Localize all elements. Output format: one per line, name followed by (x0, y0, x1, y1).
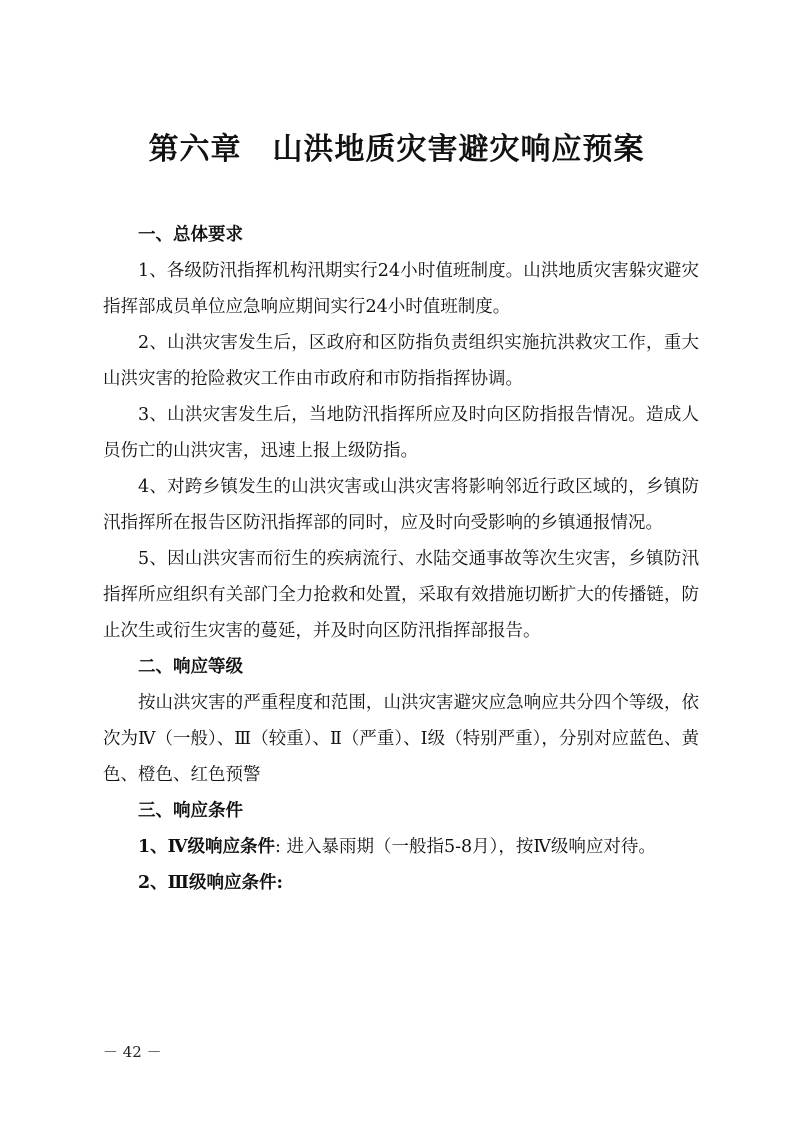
paragraph: 5、因山洪灾害而衍生的疾病流行、水陆交通事故等次生灾害，乡镇防汛指挥所应组织有关部门全力抢救和处置，采取有效措施切断扩大的传播链，防止次生或衍生灾害的蔓延，并及时向区防汛指挥部报告。 (103, 549, 699, 641)
response-condition-item: 2、Ⅲ级响应条件: (138, 873, 283, 893)
paragraph: 2、山洪灾害发生后，区政府和区防指负责组织实施抗洪救灾工作，重大山洪灾害的抢险救灾工作由市政府和市防指指挥协调。 (103, 333, 699, 389)
section-heading-response-levels: 二、响应等级 (138, 657, 243, 677)
paragraph: 1、各级防汛指挥机构汛期实行24小时值班制度。山洪地质灾害躲灾避灾指挥部成员单位应急响应期间实行24小时值班制度。 (103, 261, 699, 317)
page-number: － 42 － (103, 1043, 162, 1061)
paragraph: 4、对跨乡镇发生的山洪灾害或山洪灾害将影响邻近行政区域的，乡镇防汛指挥所在报告区防汛指挥部的同时，应及时向受影响的乡镇通报情况。 (103, 477, 699, 533)
item-label: 1、Ⅳ级响应条件 (138, 837, 276, 857)
response-condition-item (103, 829, 699, 865)
chapter-title: 第六章 山洪地质灾害避灾响应预案 (148, 132, 645, 167)
item-text: : 进入暴雨期（一般指5-8月），按Ⅳ级响应对待。 (275, 837, 656, 857)
section-heading-general-requirements: 一、总体要求 (138, 225, 243, 245)
paragraph: 按山洪灾害的严重程度和范围，山洪灾害避灾应急响应共分四个等级，依次为Ⅳ（一般）、Ⅲ（较重）、Ⅱ（严重）、Ⅰ级（特别严重），分别对应蓝色、黄色、橙色、红色预警 (103, 693, 699, 785)
section-heading-response-conditions: 三、响应条件 (138, 801, 243, 821)
paragraph: 3、山洪灾害发生后，当地防汛指挥所应及时向区防指报告情况。造成人员伤亡的山洪灾害，迅速上报上级防指。 (103, 405, 699, 461)
document-body (103, 217, 699, 901)
